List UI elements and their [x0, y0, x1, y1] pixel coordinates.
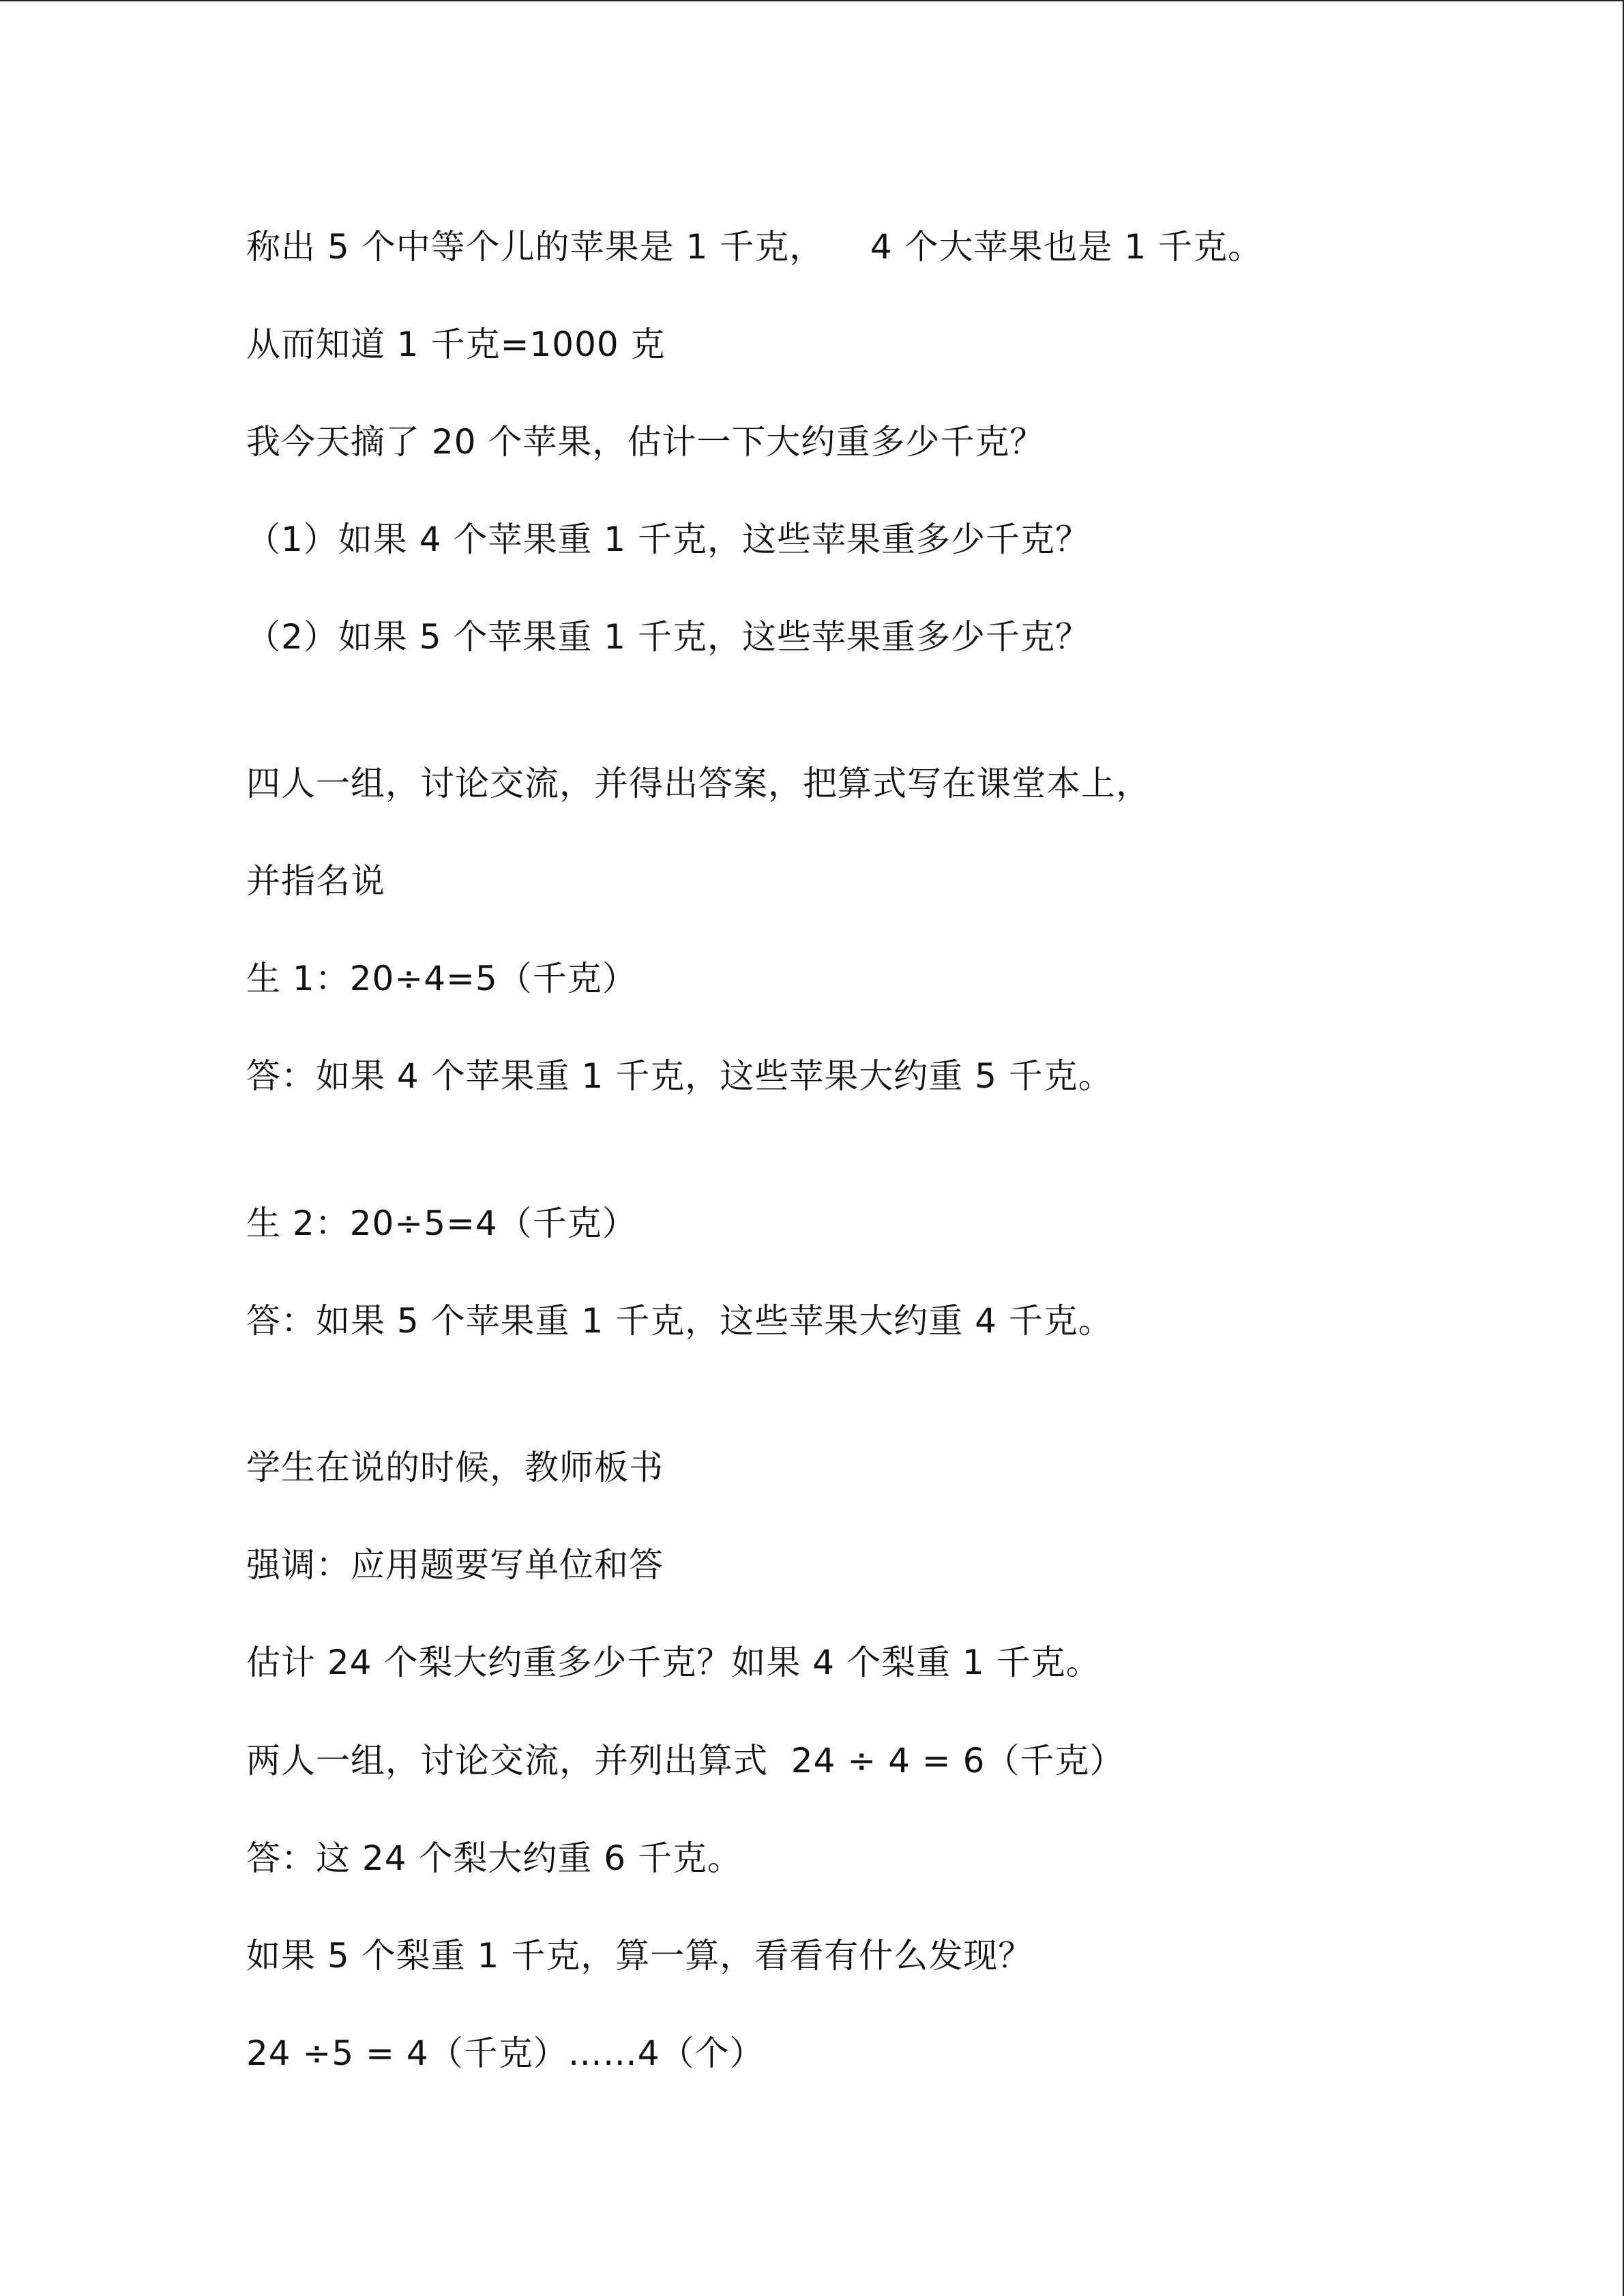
- text-line: 答：如果 5 个苹果重 1 千克，这些苹果大约重 4 千克。: [246, 1301, 1113, 1341]
- text-line: （2）如果 5 个苹果重 1 千克，这些苹果重多少千克？: [246, 617, 1091, 657]
- text-line: 称出 5 个中等个儿的苹果是 1 千克， 4 个大苹果也是 1 千克。: [246, 227, 1263, 267]
- text-line: 四人一组，讨论交流，并得出答案，把算式写在课堂本上，: [246, 764, 1151, 803]
- text-line: 估计 24 个梨大约重多少千克？如果 4 个梨重 1 千克。: [246, 1643, 1101, 1682]
- text-line: 学生在说的时候，教师板书: [246, 1448, 664, 1487]
- text-line: 24 ÷5 = 4（千克）……4（个）: [246, 2033, 765, 2073]
- text-line: 我今天摘了 20 个苹果，估计一下大约重多少千克？: [246, 422, 1045, 462]
- text-line: 答：这 24 个梨大约重 6 千克。: [246, 1838, 743, 1878]
- text-line: 如果 5 个梨重 1 千克，算一算，看看有什么发现？: [246, 1936, 1033, 1976]
- text-line: 生 1：20÷4=5（千克）: [246, 959, 637, 998]
- text-line: 从而知道 1 千克=1000 克: [246, 325, 666, 364]
- text-line: 并指名说: [246, 861, 385, 901]
- text-line: 答：如果 4 个苹果重 1 千克，这些苹果大约重 5 千克。: [246, 1056, 1113, 1096]
- text-line: 生 2：20÷5=4（千克）: [246, 1204, 637, 1243]
- text-line: 强调：应用题要写单位和答: [246, 1545, 664, 1585]
- text-line: 两人一组，讨论交流，并列出算式 24 ÷ 4 = 6（千克）: [246, 1741, 1125, 1780]
- text-line: （1）如果 4 个苹果重 1 千克，这些苹果重多少千克？: [246, 520, 1091, 559]
